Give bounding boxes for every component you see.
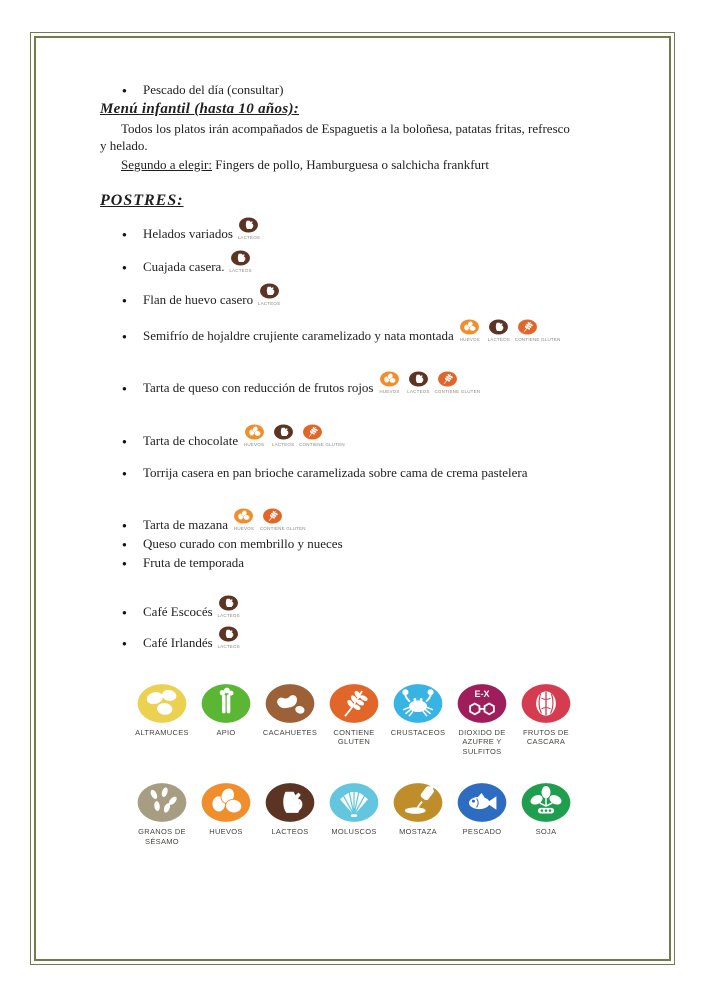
milk-jug-icon [230,249,251,267]
eggs-icon [233,507,254,525]
page-content [100,80,615,846]
dessert-item [100,515,615,534]
legend-label: LACTEOS [271,826,309,836]
segundo-wrap [100,157,615,174]
svg-text:E-X: E-X [474,688,490,699]
allergen-badge-label: CONTIENE GLUTEN [259,526,306,532]
fish-icon [455,781,509,824]
segundo-text: Fingers de pollo, Hamburguesa o salchicha frankfurt [211,157,490,172]
dessert-item [100,463,615,482]
milk-jug-icon [218,594,239,612]
allergen-badge-label: HUEVOS [459,337,480,343]
eggs-icon [244,423,265,441]
eggs-icon [459,318,480,336]
legend-item-sulfitos [450,682,514,757]
sesame-seeds-icon [135,781,189,824]
milk-jug-icon [408,370,429,388]
dessert-text: Café Escocés [143,603,213,619]
dessert-item [100,553,615,572]
dessert-item [100,378,615,397]
legend-item-moluscos [322,781,386,847]
crab-icon [391,682,445,725]
dessert-text: Tarta de queso con reducción de frutos rojos [143,379,374,395]
segundo-label: Segundo a elegir: [121,157,212,172]
eggs-icon [199,781,253,824]
dessert-text: Torrija casera en pan brioche caramelizada sobre cama de crema pastelera [143,464,528,480]
dessert-item [100,602,615,621]
legend-label: CACAHUETES [262,727,318,737]
menu-infantil-description [100,121,615,154]
allergen-badge-label: LACTEOS [229,268,252,274]
allergen-badge-label: HUEVOS [233,526,255,532]
dessert-item [100,290,615,309]
dessert-item [100,431,615,450]
allergen-badge-label: LACTEOS [237,235,261,241]
legend-item-frutos_cascara [514,682,578,757]
wheat-icon [327,682,381,725]
dessert-item [100,534,615,553]
legend-label: PESCADO [462,826,502,836]
legend-label: CONTIENE GLUTEN [333,727,375,747]
menu-infantil-heading: Menú infantil (hasta 10 años): [100,101,300,117]
allergen-badge-label: LACTEOS [217,644,240,650]
dessert-text: Tarta de chocolate [143,432,239,448]
postres-heading: POSTRES: [100,191,184,209]
milk-jug-icon [488,318,509,336]
intro-list [100,80,615,99]
dessert-text: Queso curado con membrillo y nueces [143,535,343,551]
description-line1: Todos los platos irán acompañados de Espaguetis a la boloñesa, patatas fritas, refresco [121,121,570,136]
legend-label: SOJA [535,826,557,836]
description-line2: y helado. [100,137,148,153]
eggs-icon [379,370,400,388]
wheat-icon [262,507,283,525]
allergen-badge-label: CONTIENE GLUTEN [514,337,561,343]
allergen-badge-label: LACTEOS [217,613,240,619]
legend-item-gluten [322,682,386,757]
dessert-item [100,257,615,276]
legend-item-sesamo [130,781,194,847]
legend-label: DIOXIDO DE AZUFRE Y SULFITOS [458,727,506,756]
legend-label: HUEVOS [209,826,243,836]
dessert-text: Tarta de mazana [143,516,228,532]
legend-label: ALTRAMUCES [135,727,189,737]
sulfites-icon [455,682,509,725]
allergen-badge-label: CONTIENE GLUTEN [299,442,345,448]
allergen-badge-label: LACTEOS [407,389,430,395]
legend-item-pescado [450,781,514,847]
legend-label: MOLUSCOS [331,826,377,836]
allergen-badge-label: LACTEOS [487,337,510,343]
legend-label: GRANOS DE SÉSAMO [138,826,186,846]
dessert-item [100,326,615,345]
legend-label: MOSTAZA [399,826,437,836]
legend-item-cacahuetes [258,682,322,757]
legend-item-lacteos [258,781,322,847]
milk-jug-icon [263,781,317,824]
legend-label: FRUTOS DE CASCARA [523,727,569,747]
dessert-text: Café Irlandés [143,634,213,650]
celery-icon [199,682,253,725]
milk-jug-icon [259,282,280,300]
legend-row-2 [130,781,615,847]
allergen-badge-label: HUEVOS [243,442,265,448]
wheat-icon [437,370,458,388]
dessert-text: Semifrío de hojaldre crujiente caramelizado y nata montada [143,327,454,343]
legend-item-crustaceos [386,682,450,757]
legend-row-1 [130,682,615,757]
legend-item-altramuces [130,682,194,757]
soy-plant-icon [519,781,573,824]
dessert-text: Flan de huevo casero [143,291,254,307]
lupin-beans-icon [135,682,189,725]
segundo-line [100,157,615,174]
legend-item-huevos [194,781,258,847]
wheat-icon [302,423,323,441]
allergen-legend [130,682,615,847]
dessert-text: Fruta de temporada [143,554,245,570]
peanuts-icon [263,682,317,725]
dessert-text: Cuajada casera. [143,258,225,274]
milk-jug-icon [273,423,294,441]
milk-jug-icon [238,216,259,234]
allergen-badge-label: CONTIENE GLUTEN [434,389,481,395]
list-item-pescado [100,80,615,99]
legend-item-soja [514,781,578,847]
dessert-item [100,224,615,243]
dessert-list [100,224,615,652]
dessert-text: Helados variados [143,225,233,241]
legend-label: APIO [216,727,236,737]
pescado-text: Pescado del día (consultar) [143,82,284,97]
allergen-badge-label: LACTEOS [271,442,295,448]
legend-label: CRUSTACEOS [390,727,446,737]
wheat-icon [517,318,538,336]
scallop-shell-icon [327,781,381,824]
dessert-item [100,633,615,652]
legend-item-mostaza [386,781,450,847]
mustard-bottle-icon [391,781,445,824]
milk-jug-icon [218,625,239,643]
allergen-badge-label: LACTEOS [257,301,281,307]
walnut-icon [519,682,573,725]
legend-item-apio [194,682,258,757]
allergen-badge-label: HUEVOS [379,389,400,395]
